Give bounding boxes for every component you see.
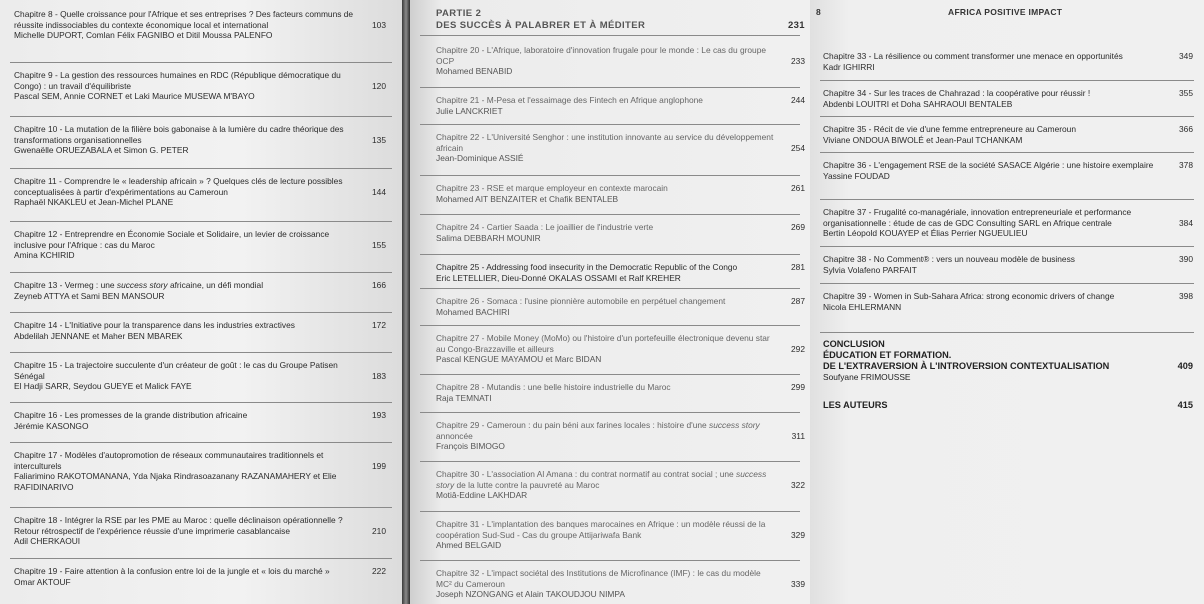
book-gutter — [402, 0, 410, 604]
chapter-authors: François BIMOGO — [436, 441, 505, 451]
chapter-title: Chapitre 14 - L'Initiative pour la transparence dans les industries extractives — [14, 320, 295, 330]
chapter-authors: Mohamed BACHIRI — [436, 306, 510, 317]
entry-divider — [420, 214, 800, 215]
toc-entry[interactable] — [436, 568, 805, 600]
chapter-authors: Motiâ-Eddine LAKHDAR — [436, 490, 528, 500]
chapter-page-number: 144 — [372, 186, 386, 197]
conclusion-page-number: 409 — [1177, 361, 1193, 371]
chapter-authors: Jean-Dominique ASSIÉ — [436, 153, 524, 163]
toc-entry[interactable] — [436, 183, 805, 204]
chapter-page-number: 199 — [372, 460, 386, 471]
chapter-authors: Julie LANCKRIET — [436, 105, 503, 116]
conclusion-title-line-1: ÉDUCATION ET FORMATION. — [823, 350, 952, 360]
chapter-title-part: de la lutte contre la pauvreté au Maroc — [454, 479, 600, 490]
toc-entry[interactable] — [436, 262, 805, 283]
chapter-title — [14, 280, 354, 291]
toc-entry[interactable] — [436, 95, 805, 116]
chapter-authors: Adil CHERKAOUI — [14, 536, 81, 546]
chapter-page-number: 244 — [791, 95, 805, 105]
running-head: AFRICA POSITIVE IMPACT — [948, 7, 1063, 17]
chapter-title: Chapitre 34 - Sur les traces de Chahrazad : la coopérative pour réussir ! — [823, 88, 1091, 98]
entry-divider — [420, 412, 800, 413]
chapter-page-number: 378 — [1179, 160, 1193, 170]
toc-entry[interactable] — [823, 160, 1193, 181]
entry-divider — [820, 199, 1194, 200]
chapter-page-number: 166 — [372, 280, 386, 290]
chapter-authors: Nicola EHLERMANN — [823, 301, 902, 312]
chapter-title: Chapitre 26 - Somaca : l'usine pionnière automobile en perpétuel changement — [436, 296, 726, 306]
entry-divider — [820, 152, 1194, 153]
chapter-title: Chapitre 38 - No Comment® : vers un nouveau modèle de business — [823, 254, 1075, 264]
right-page — [810, 0, 1204, 604]
toc-entry[interactable] — [14, 450, 386, 492]
toc-entry[interactable] — [14, 70, 386, 102]
toc-entry[interactable] — [436, 420, 805, 452]
conclusion-entry — [823, 339, 1193, 383]
chapter-authors: Raphaël NKAKLEU et Jean-Michel PLANE — [14, 197, 174, 207]
chapter-authors: Faliarimino RAKOTOMANANA, Yda Njaka Rindrasoazanany RAZANAMAHERY et Elie RAFIDINARIVO — [14, 471, 337, 492]
chapter-page-number: 390 — [1179, 254, 1193, 264]
chapter-title: Chapitre 22 - L'Université Senghor : une institution innovante au service du développement africain — [436, 132, 774, 153]
chapter-title: Chapitre 25 - Addressing food insecurity in the Democratic Republic of the Congo — [436, 262, 738, 272]
authors-section-label: LES AUTEURS — [823, 400, 888, 410]
entry-divider — [420, 175, 800, 176]
part-heading — [436, 8, 805, 32]
chapter-authors: Pascal SEM, Annie CORNET et Laki Maurice MUSEWA M'BAYO — [14, 91, 255, 101]
toc-entry[interactable] — [436, 222, 805, 243]
chapter-page-number: 269 — [791, 222, 805, 232]
entry-divider — [820, 332, 1194, 333]
chapter-page-number: 254 — [791, 142, 805, 153]
toc-entry[interactable] — [823, 51, 1193, 72]
toc-entry[interactable] — [823, 88, 1193, 109]
chapter-title: Chapitre 39 - Women in Sub-Sahara Africa: strong economic drivers of change — [823, 291, 1115, 301]
conclusion-label: CONCLUSION — [823, 339, 885, 349]
entry-divider — [420, 374, 800, 375]
chapter-title — [436, 469, 774, 490]
chapter-title-part: Chapitre 29 - Cameroun : du pain béni aux farines locales : histoire d'une — [436, 420, 710, 430]
entry-divider — [820, 116, 1194, 117]
chapter-page-number: 384 — [1179, 217, 1193, 228]
chapter-title: Chapitre 20 - L'Afrique, laboratoire d'innovation frugale pour le monde : Le cas du groupe OCP — [436, 45, 767, 66]
chapter-page-number: 155 — [372, 239, 386, 250]
chapter-authors: Mohamed AIT BENZAITER et Chafik BENTALEB — [436, 193, 619, 204]
chapter-authors: Michelle DUPORT, Comlan Félix FAGNIBO et Ditil Moussa PALENFO — [14, 30, 273, 40]
chapter-title: Chapitre 9 - La gestion des ressources humaines en RDC (République démocratique du Congo) : un travail d'équilibriste — [14, 70, 341, 91]
chapter-title: Chapitre 28 - Mutandis : une belle histoire industrielle du Maroc — [436, 382, 671, 392]
chapter-page-number: 120 — [372, 80, 386, 91]
chapter-authors: Mohamed BENABID — [436, 66, 513, 76]
chapter-page-number: 287 — [791, 296, 805, 306]
chapter-title: Chapitre 16 - Les promesses de la grande distribution africaine — [14, 410, 248, 420]
chapter-authors: Viviane ONDOUA BIWOLÉ et Jean-Paul TCHANKAM — [823, 134, 1023, 145]
entry-divider — [10, 442, 392, 443]
toc-entry[interactable] — [436, 333, 805, 365]
chapter-page-number: 299 — [791, 382, 805, 392]
entry-divider — [10, 402, 392, 403]
chapter-page-number: 183 — [372, 370, 386, 381]
chapter-title-emphasis: success story — [436, 469, 767, 490]
entry-divider — [10, 272, 392, 273]
toc-entry[interactable] — [14, 410, 386, 431]
chapter-authors: Eric LETELLIER, Dieu-Donné OKALAS OSSAMI et Ralf KREHER — [436, 272, 681, 283]
chapter-page-number: 339 — [791, 578, 805, 589]
chapter-page-number: 222 — [372, 566, 386, 576]
chapter-page-number: 329 — [791, 529, 805, 540]
part-divider — [420, 35, 800, 36]
left-page — [0, 0, 402, 604]
toc-entry[interactable] — [14, 566, 386, 587]
chapter-title: Chapitre 33 - La résilience ou comment transformer une menace en opportunités — [823, 51, 1123, 61]
toc-entry[interactable] — [14, 176, 386, 208]
chapter-authors: Abdenbi LOUITRI et Doha SAHRAOUI BENTALEB — [823, 98, 1013, 109]
entry-divider — [420, 254, 800, 255]
toc-entry[interactable] — [823, 124, 1193, 145]
authors-section-entry — [823, 400, 1193, 410]
chapter-authors: Amina KCHIRID — [14, 250, 75, 260]
chapter-authors: Yassine FOUDAD — [823, 170, 890, 181]
conclusion-title-line-2: DE L'EXTRAVERSION À L'INTROVERSION CONTEXTUALISATION — [823, 361, 1110, 371]
chapter-page-number: 322 — [791, 479, 805, 490]
toc-entry[interactable] — [14, 124, 386, 156]
toc-entry[interactable] — [14, 9, 386, 41]
chapter-title-part: annoncée — [436, 430, 473, 441]
chapter-page-number: 311 — [791, 430, 805, 441]
chapter-page-number: 398 — [1179, 291, 1193, 301]
chapter-title: Chapitre 17 - Modèles d'autopromotion de réseaux communautaires traditionnels et interculturels — [14, 450, 324, 471]
toc-entry[interactable] — [823, 207, 1193, 239]
entry-divider — [420, 325, 800, 326]
chapter-page-number: 355 — [1179, 88, 1193, 98]
chapter-page-number: 349 — [1179, 51, 1193, 61]
chapter-authors: Zeyneb ATTYA et Sami BEN MANSOUR — [14, 290, 165, 301]
toc-entry[interactable] — [436, 469, 805, 501]
chapter-title: Chapitre 31 - L'implantation des banques marocaines en Afrique : un modèle réussi de la coopération Sud-Sud - Cas du groupe Attijariwafa Bank — [436, 519, 766, 540]
chapter-title: Chapitre 11 - Comprendre le « leadership africain » ? Quelques clés de lecture possibles conceptualisées à partir d'expérimentations au Cameroun — [14, 176, 343, 197]
authors-section-page: 415 — [1177, 400, 1193, 410]
chapter-title: Chapitre 36 - L'engagement RSE de la société SASACE Algérie : une histoire exemplaire — [823, 160, 1154, 170]
part-page-number: 231 — [787, 20, 805, 31]
chapter-title: Chapitre 15 - La trajectoire succulente d'un créateur de goût : le cas du Groupe Patisen Sénégal — [14, 360, 338, 381]
entry-divider — [10, 168, 392, 169]
chapter-authors: Gwenaëlle ORUEZABALA et Simon G. PETER — [14, 145, 189, 155]
chapter-title: Chapitre 10 - La mutation de la filière bois gabonaise à la lumière du cadre théorique des transformations organisationnelles — [14, 124, 344, 145]
chapter-page-number: 292 — [791, 343, 805, 354]
chapter-title: Chapitre 8 - Quelle croissance pour l'Afrique et ses entreprises ? Des facteurs communs de réussite indissociables du contexte économique local et international — [14, 9, 354, 30]
chapter-title: Chapitre 21 - M-Pesa et l'essaimage des Fintech en Afrique anglophone — [436, 95, 703, 105]
chapter-authors: Salima DEBBARH MOUNIR — [436, 232, 541, 243]
chapter-authors: Kadr IGHIRRI — [823, 61, 875, 72]
conclusion-author: Soufyane FRIMOUSSE — [823, 372, 911, 382]
middle-page — [410, 0, 810, 604]
chapter-page-number: 193 — [372, 410, 386, 420]
entry-divider — [10, 116, 392, 117]
toc-entry[interactable] — [14, 360, 386, 392]
chapter-title: Chapitre 23 - RSE et marque employeur en contexte marocain — [436, 183, 668, 193]
chapter-title — [436, 420, 774, 441]
chapter-title-part: africaine, un défi mondial — [167, 280, 264, 290]
entry-divider — [10, 312, 392, 313]
entry-divider — [420, 124, 800, 125]
chapter-title-part: Chapitre 30 - L'association Al Amana : du contrat normatif au contrat social ; une — [436, 469, 737, 479]
toc-entry[interactable] — [436, 45, 805, 77]
entry-divider — [10, 62, 392, 63]
chapter-authors: Ahmed BELGAID — [436, 540, 502, 550]
chapter-title-part: Chapitre 13 - Vermeg : une — [14, 280, 117, 290]
chapter-page-number: 233 — [791, 55, 805, 66]
chapter-page-number: 103 — [372, 19, 386, 30]
folio-number: 8 — [816, 7, 822, 17]
part-label: PARTIE 2 — [436, 8, 482, 19]
chapter-authors: Bertin Léopold KOUAYEP et Élias Perrier NGUEULIEU — [823, 228, 1028, 238]
entry-divider — [10, 352, 392, 353]
entry-divider — [420, 288, 800, 289]
chapter-page-number: 366 — [1179, 124, 1193, 134]
entry-divider — [10, 507, 392, 508]
entry-divider — [420, 461, 800, 462]
chapter-page-number: 261 — [791, 183, 805, 193]
chapter-page-number: 172 — [372, 320, 386, 330]
chapter-authors: Omar AKTOUF — [14, 576, 71, 587]
toc-entry[interactable] — [823, 254, 1193, 275]
chapter-authors: Pascal KENGUE MAYAMOU et Marc BIDAN — [436, 354, 602, 364]
toc-entry[interactable] — [436, 382, 805, 403]
entry-divider — [420, 560, 800, 561]
entry-divider — [10, 558, 392, 559]
chapter-authors: Jérémie KASONGO — [14, 420, 89, 431]
chapter-authors: Sylvia Volafeno PARFAIT — [823, 264, 917, 275]
chapter-title: Chapitre 27 - Mobile Money (MoMo) ou l'histoire d'un portefeuille électronique devenu star au Congo-Brazzaville et ailleurs — [436, 333, 770, 354]
toc-entry[interactable] — [436, 132, 805, 164]
chapter-authors: Joseph NZONGANG et Alain TAKOUDJOU NIMPA — [436, 589, 625, 599]
chapter-title-emphasis: success story — [116, 280, 168, 290]
entry-divider — [820, 246, 1194, 247]
toc-entry[interactable] — [14, 515, 386, 547]
chapter-page-number: 210 — [372, 525, 386, 536]
chapter-title: Chapitre 24 - Cartier Saada : Le joaillier de l'industrie verte — [436, 222, 654, 232]
chapter-title: Chapitre 35 - Récit de vie d'une femme entrepreneure au Cameroun — [823, 124, 1076, 134]
entry-divider — [820, 283, 1194, 284]
chapter-title: Chapitre 19 - Faire attention à la confusion entre loi de la jungle et « lois du marché » — [14, 566, 330, 576]
entry-divider — [420, 511, 800, 512]
toc-entry[interactable] — [14, 280, 386, 301]
toc-entry[interactable] — [436, 296, 805, 317]
entry-divider — [420, 87, 800, 88]
toc-entry[interactable] — [823, 291, 1193, 312]
chapter-title: Chapitre 32 - L'impact sociétal des Institutions de Microfinance (IMF) : le cas du modèle MC² du Cameroun — [436, 568, 761, 589]
chapter-page-number: 135 — [372, 134, 386, 145]
chapter-authors: Raja TEMNATI — [436, 392, 492, 403]
chapter-title: Chapitre 12 - Entreprendre en Économie Sociale et Solidaire, un levier de croissance inclusive pour l'Afrique : cas du Maroc — [14, 229, 330, 250]
toc-entry[interactable] — [14, 320, 386, 341]
chapter-authors: Abdelilah JENNANE et Maher BEN MBAREK — [14, 330, 183, 341]
entry-divider — [820, 80, 1194, 81]
chapter-title-emphasis: success story — [709, 420, 760, 430]
chapter-title: Chapitre 37 - Frugalité co-managériale, innovation entrepreneuriale et performance organisationnelle : étude de cas de GDC Consulting SARL en Afrique centrale — [823, 207, 1132, 228]
part-title: DES SUCCÈS À PALABRER ET À MÉDITER — [436, 20, 646, 31]
entry-divider — [10, 221, 392, 222]
chapter-title: Chapitre 18 - Intégrer la RSE par les PME au Maroc : quelle déclinaison opérationnelle ? Retour rétrospectif de l'expérience réussie d'une imprimerie casablancaise — [14, 515, 343, 536]
toc-entry[interactable] — [436, 519, 805, 551]
toc-entry[interactable] — [14, 229, 386, 261]
chapter-page-number: 281 — [791, 262, 805, 272]
chapter-authors: El Hadji SARR, Seydou GUEYE et Malick FAYE — [14, 381, 192, 391]
